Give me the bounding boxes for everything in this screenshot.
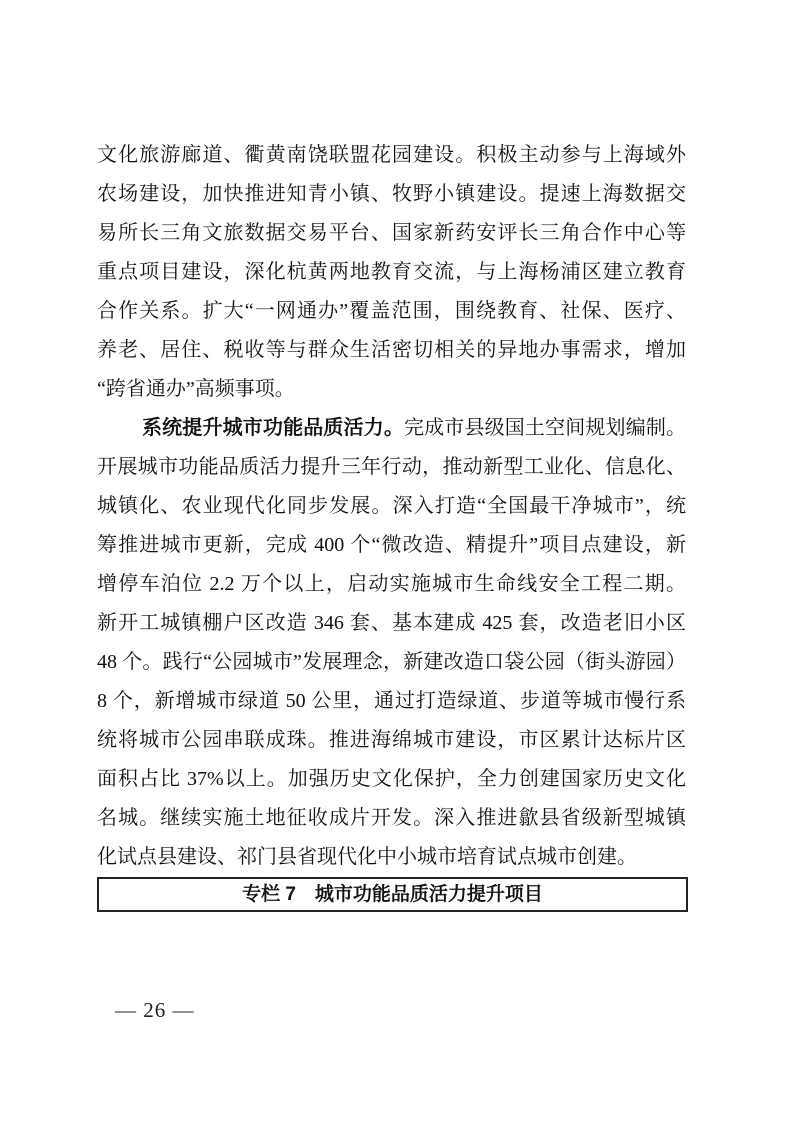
paragraph2-line: 城镇化、农业现代化同步发展。深入打造“全国最干净城市”，统	[97, 495, 686, 517]
paragraph2-line: 新开工城镇棚户区改造 346 套、基本建成 425 套，改造老旧小区	[97, 612, 686, 634]
callout-box	[97, 877, 688, 912]
paragraph2-line: 8 个，新增城市绿道 50 公里，通过打造绿道、步道等城市慢行系	[97, 690, 686, 712]
page-number: — 26 —	[115, 998, 195, 1022]
paragraph1-last-line: “跨省通办”高频事项。	[97, 378, 295, 400]
paragraph2-line: 开展城市功能品质活力提升三年行动，推动新型工业化、信息化、	[97, 456, 686, 478]
body-text	[97, 136, 686, 877]
paragraph1-line: 易所长三角文旅数据交易平台、国家新药安评长三角合作中心等	[97, 222, 686, 244]
paragraph2-line: 48 个。践行“公园城市”发展理念，新建改造口袋公园（街头游园）	[97, 651, 686, 673]
paragraph1-line: 农场建设，加快推进知青小镇、牧野小镇建设。提速上海数据交	[97, 183, 686, 205]
paragraph1-line: 养老、居住、税收等与群众生活密切相关的异地办事需求，增加	[97, 339, 686, 361]
paragraph2-line: 面积占比 37%以上。加强历史文化保护，全力创建国家历史文化	[97, 768, 686, 790]
section-heading: 系统提升城市功能品质活力。	[142, 417, 404, 439]
paragraph2-line: 名城。继续实施土地征收成片开发。深入推进歙县省级新型城镇	[97, 807, 686, 829]
paragraph2-line: 统将城市公园串联成珠。推进海绵城市建设，市区累计达标片区	[97, 729, 686, 751]
paragraph2-line: 筹推进城市更新，完成 400 个“微改造、精提升”项目点建设，新	[97, 534, 686, 556]
paragraph2-line: 增停车泊位 2.2 万个以上，启动实施城市生命线安全工程二期。	[97, 573, 686, 595]
paragraph2-last-line: 化试点县建设、祁门县省现代化中小城市培育试点城市创建。	[97, 846, 637, 868]
paragraph2-lead-line	[97, 409, 686, 448]
paragraph1-line: 文化旅游廊道、衢黄南饶联盟花园建设。积极主动参与上海域外	[97, 144, 686, 166]
paragraph1-line: 重点项目建设，深化杭黄两地教育交流，与上海杨浦区建立教育	[97, 261, 686, 283]
callout-title: 专栏 7 城市功能品质活力提升项目	[242, 884, 543, 905]
paragraph1-line: 合作关系。扩大“一网通办”覆盖范围，围绕教育、社保、医疗、	[97, 300, 686, 322]
paragraph2-lead-rest: 完成市县级国土空间规划编制。	[404, 417, 686, 439]
